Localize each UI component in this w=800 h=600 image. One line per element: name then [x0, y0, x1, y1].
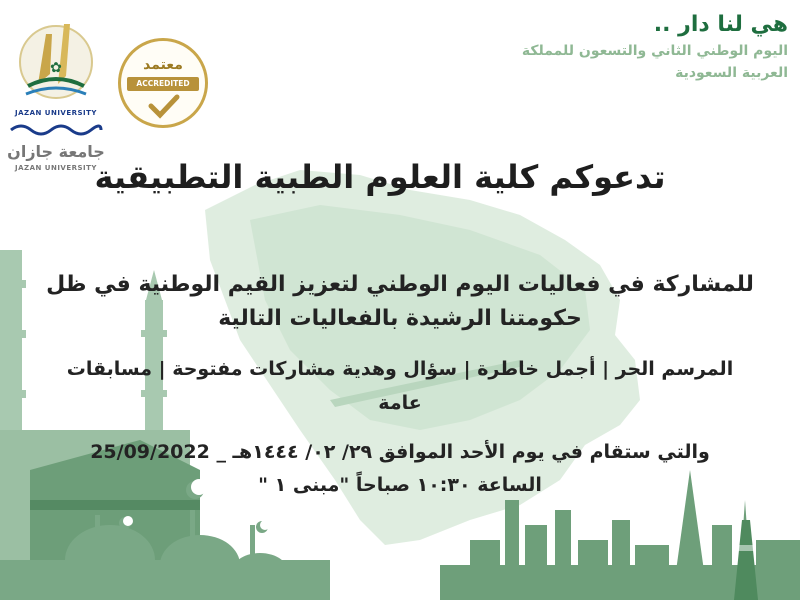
- slogan-line-2: العربية السعودية: [675, 65, 788, 81]
- kingdom-tower-outline: [734, 520, 758, 600]
- invitation-paragraph: [40, 268, 760, 336]
- checkmark-icon: [147, 93, 181, 119]
- events-line-2: عامة: [378, 392, 422, 414]
- slogan-line-1: اليوم الوطني الثاني والتسعون للمملكة: [521, 43, 788, 59]
- svg-text:✿: ✿: [50, 60, 62, 76]
- time-line: الساعة ١٠:٣٠ صباحاً "مبنى ١ ": [258, 474, 542, 496]
- accredited-badge: [118, 38, 208, 128]
- invite-line-2: حكومتنا الرشيدة بالفعاليات التالية: [218, 306, 582, 331]
- accredited-label-en: ACCREDITED: [127, 77, 199, 91]
- logo-wave-icon: [6, 120, 106, 140]
- slogan-title: هي لنا دار ..: [653, 12, 788, 37]
- university-name-en: JAZAN UNIVERSITY: [14, 109, 98, 117]
- schedule-paragraph: [40, 436, 760, 502]
- national-day-slogan: [458, 10, 788, 84]
- invitation-heading: تدعوكم كلية العلوم الطبية التطبيقية: [94, 158, 666, 196]
- accredited-label-ar: معتمد: [143, 57, 183, 73]
- date-line: والتي ستقام في يوم الأحد الموافق ٢٩/ ٠٢/ ١٤٤٤هـ _ 25/09/2022: [90, 441, 710, 463]
- events-line-1: المرسم الحر | أجمل خاطرة | سؤال وهدية مشاركات مفتوحة | مسابقات: [66, 358, 734, 380]
- university-name-en-secondary: JAZAN UNIVERSITY: [14, 164, 98, 172]
- university-name-ar: جامعة جازان: [7, 142, 105, 161]
- invite-line-1: للمشاركة في فعاليات اليوم الوطني لتعزيز القيم الوطنية في ظل: [46, 272, 754, 297]
- jazan-university-logo: [6, 14, 106, 174]
- events-paragraph: [40, 352, 760, 420]
- university-emblem-icon: [6, 14, 106, 109]
